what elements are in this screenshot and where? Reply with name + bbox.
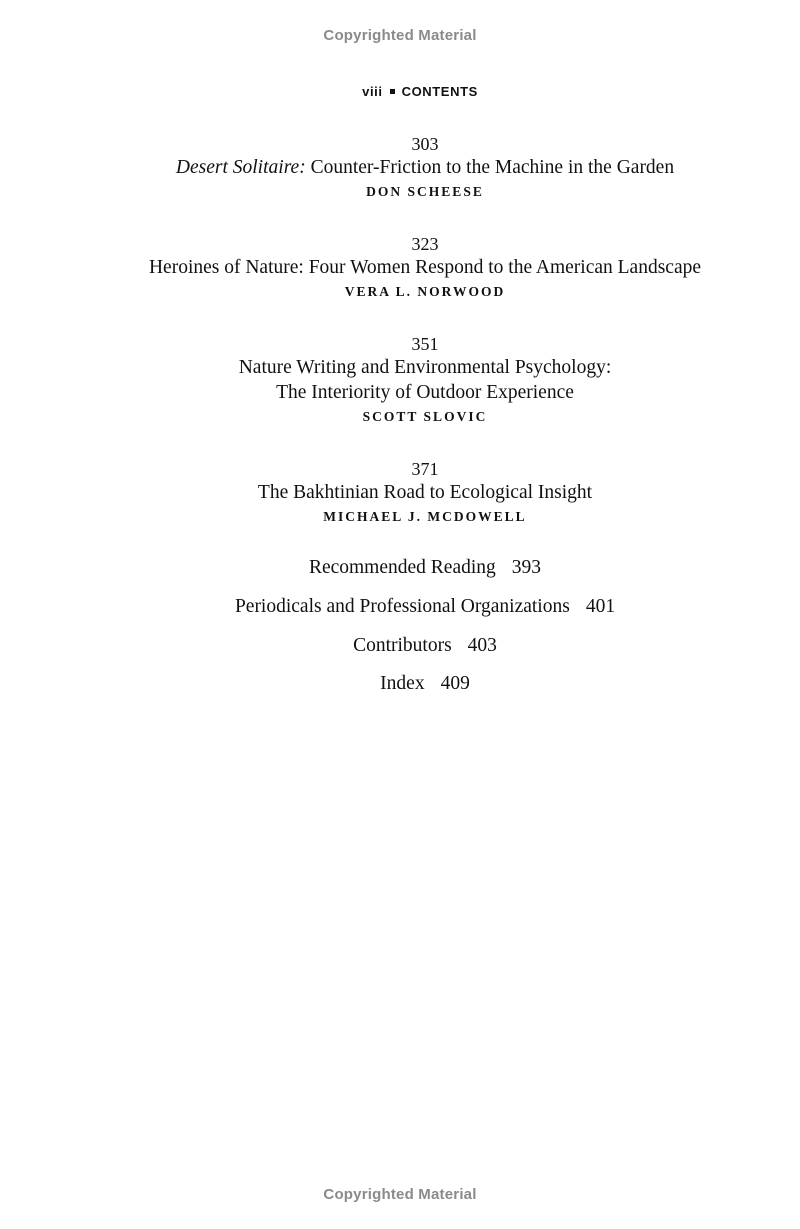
toc-entry	[0, 333, 800, 427]
entry-page-number: 303	[411, 134, 439, 154]
entry-title-italic: Desert Solitaire:	[175, 157, 306, 178]
back-matter-page: 401	[585, 596, 616, 617]
entry-page-number: 351	[411, 334, 439, 354]
back-matter-label: Contributors	[353, 635, 452, 656]
entry-title: The Bakhtinian Road to Ecological Insight	[257, 482, 593, 503]
entry-author: MICHAEL J. MCDOWELL	[323, 509, 527, 524]
back-matter-item	[0, 595, 800, 619]
back-matter-page: 403	[467, 635, 497, 656]
running-head	[0, 84, 800, 99]
back-matter-item	[0, 672, 800, 696]
entry-title	[0, 155, 800, 180]
back-matter-item	[0, 634, 800, 658]
back-matter-item	[0, 556, 800, 580]
entry-author: SCOTT SLOVIC	[362, 409, 488, 424]
entry-title: Heroines of Nature: Four Women Respond to the American Landscape	[148, 257, 702, 278]
entry-title-line-2: The Interiority of Outdoor Experience	[276, 382, 574, 403]
back-matter-label: Recommended Reading	[308, 557, 496, 578]
folio-number: viii	[362, 84, 383, 99]
entry-title-line-1: Nature Writing and Environmental Psychology:	[238, 357, 612, 378]
copyright-watermark-top: Copyrighted Material	[323, 27, 477, 44]
entry-title-rest: Counter-Friction to the Machine in the Garden	[305, 157, 675, 178]
entry-page-number: 323	[411, 234, 439, 254]
section-title: CONTENTS	[401, 84, 478, 99]
entry-author: DON SCHEESE	[366, 184, 484, 199]
entry-author: VERA L. NORWOOD	[344, 284, 506, 299]
entry-page-number: 371	[411, 459, 439, 479]
toc-entry	[0, 458, 800, 527]
back-matter-label: Index	[380, 673, 425, 694]
bullet-separator	[390, 89, 395, 94]
toc-entry	[0, 133, 800, 202]
back-matter-page: 409	[440, 673, 470, 694]
copyright-watermark-bottom: Copyrighted Material	[323, 1186, 477, 1203]
back-matter-label: Periodicals and Professional Organizations	[234, 596, 570, 617]
toc-entry	[0, 233, 800, 302]
back-matter-page: 393	[511, 557, 542, 578]
